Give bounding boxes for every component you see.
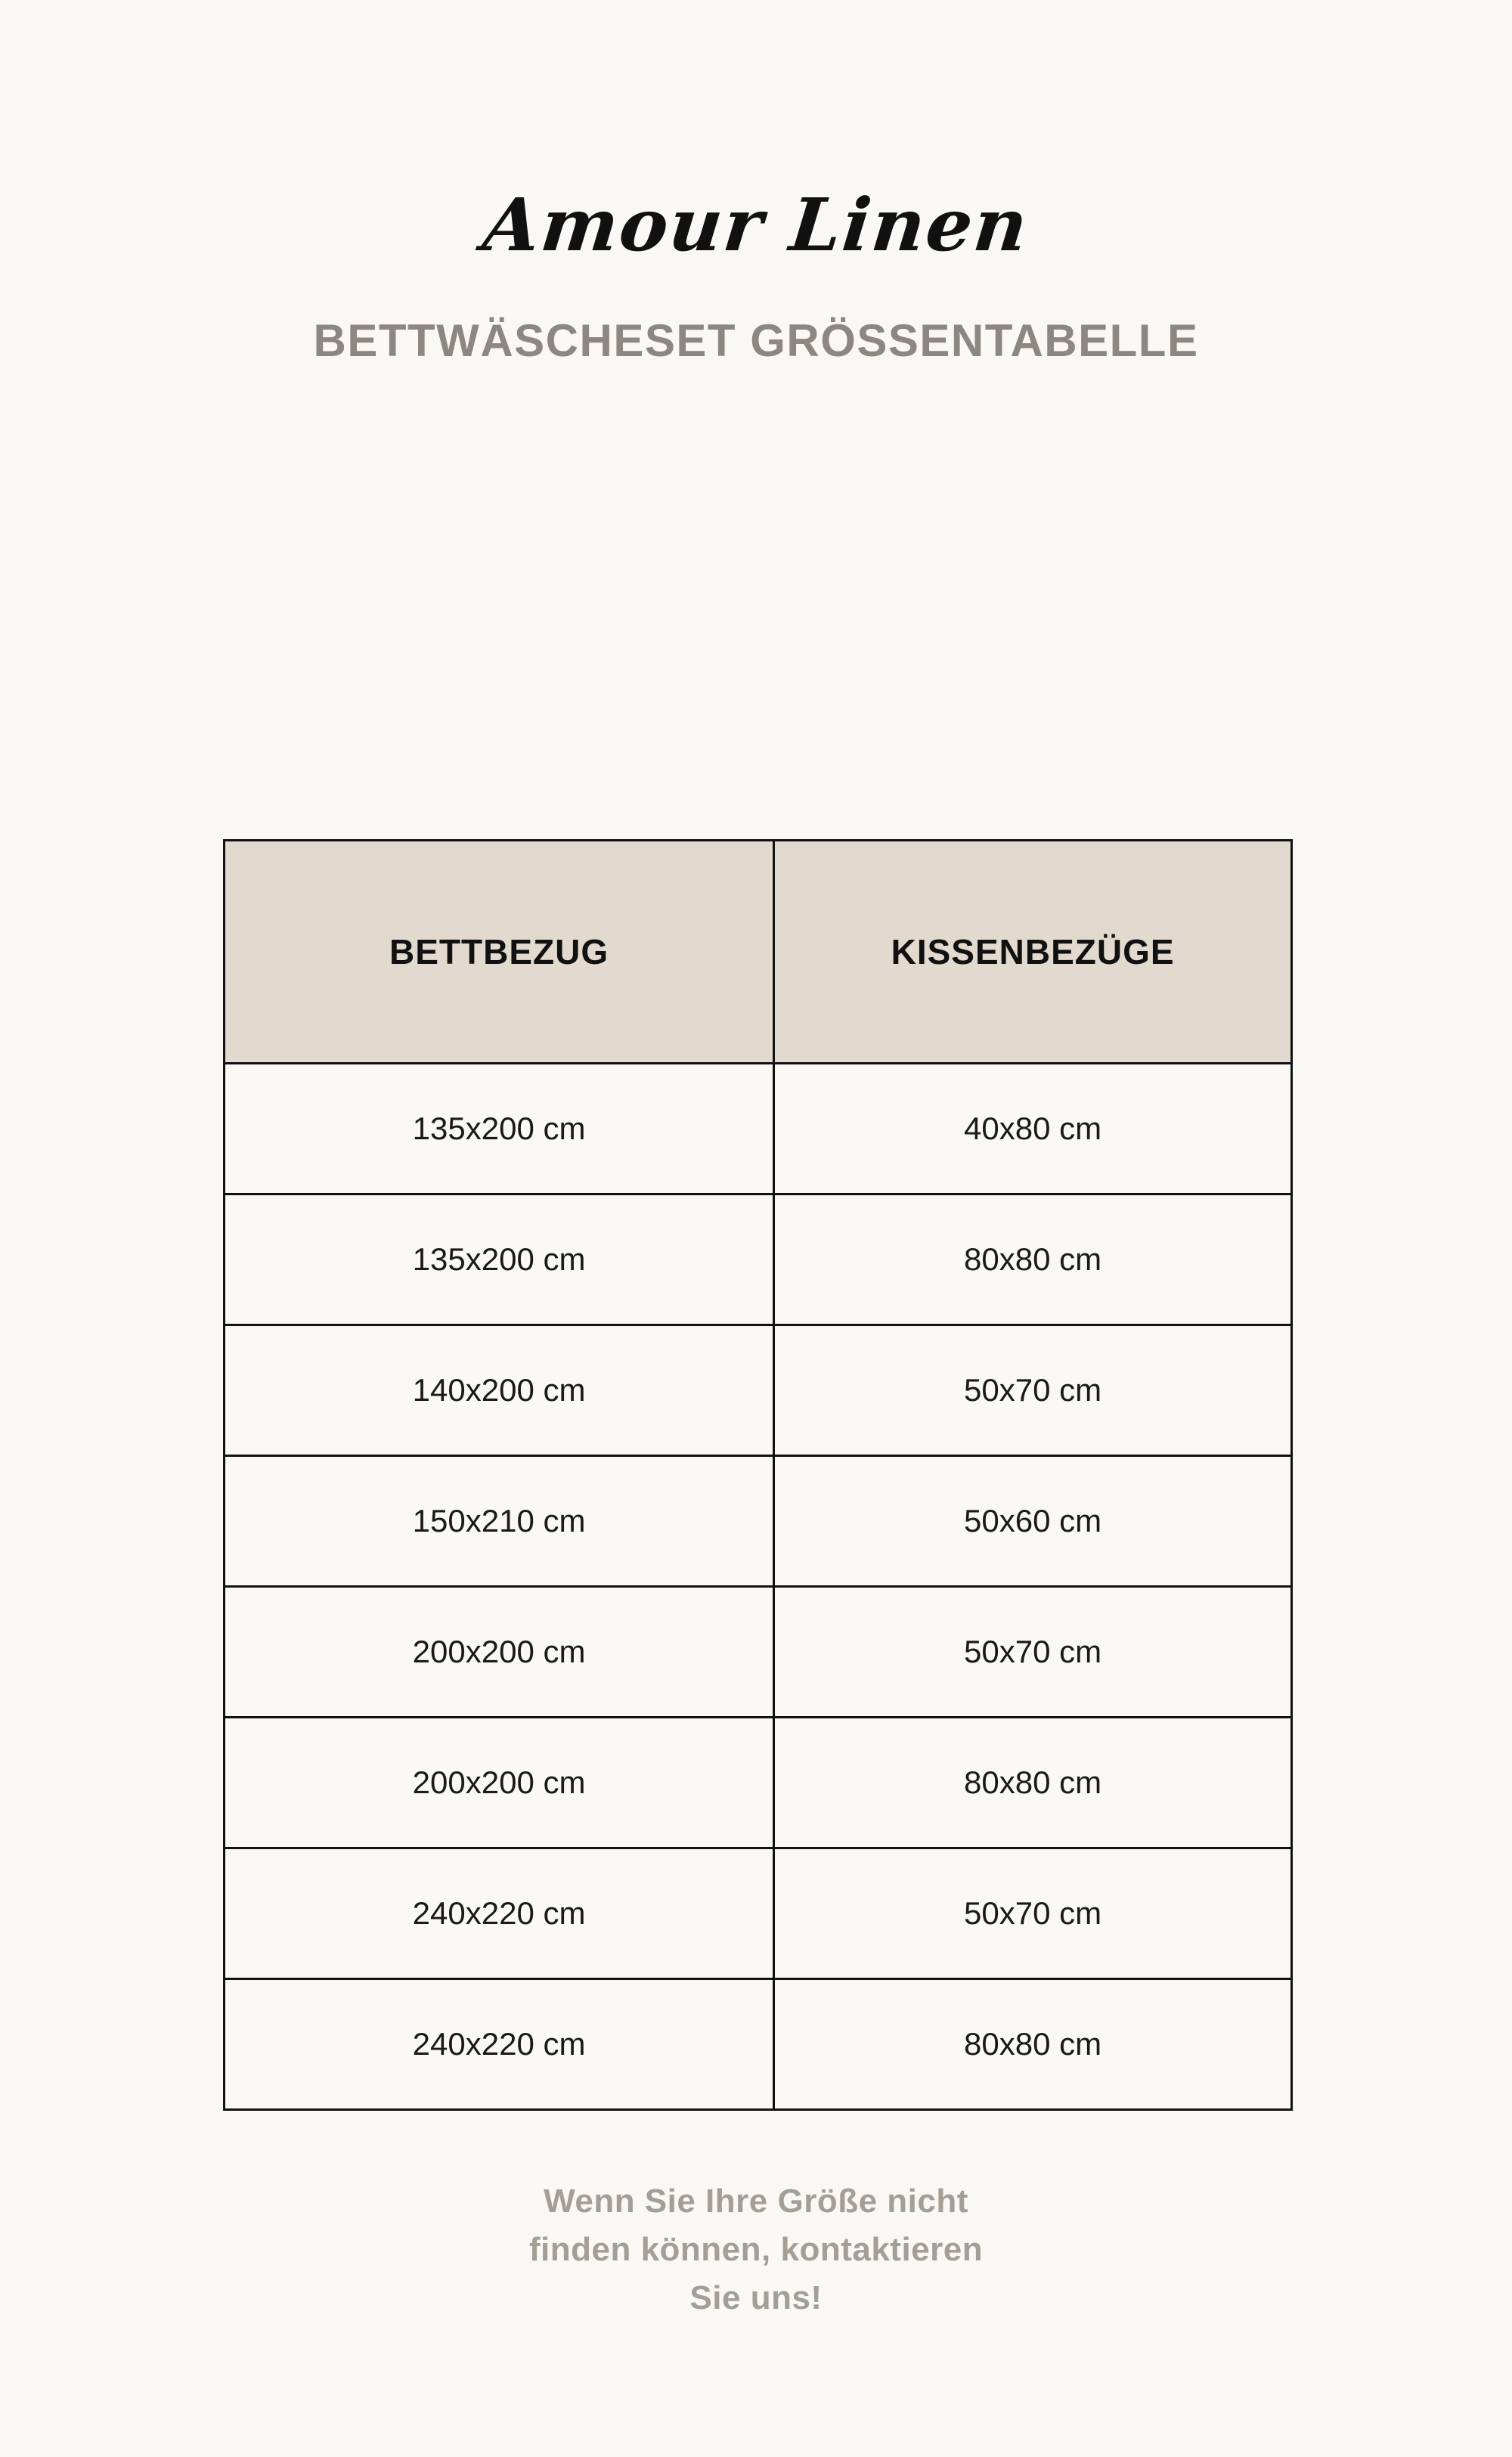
cell-pillow-size: 50x70 cm <box>774 1848 1292 1979</box>
cell-pillow-size: 50x60 cm <box>774 1456 1292 1587</box>
cell-duvet-size: 240x220 cm <box>225 1848 774 1979</box>
contact-note-line-1: Wenn Sie Ihre Größe nicht <box>544 2183 968 2220</box>
table-row <box>225 1064 1292 1194</box>
cell-pillow-size: 50x70 cm <box>774 1587 1292 1718</box>
cell-duvet-size: 135x200 cm <box>225 1194 774 1325</box>
table-header <box>225 841 1292 1064</box>
cell-duvet-size: 140x200 cm <box>225 1325 774 1456</box>
cell-duvet-size: 240x220 cm <box>225 1979 774 2110</box>
table-row <box>225 1979 1292 2110</box>
table-row <box>225 1194 1292 1325</box>
cell-pillow-size: 80x80 cm <box>774 1979 1292 2110</box>
table-row <box>225 1848 1292 1979</box>
contact-note-line-2: finden können, kontaktieren <box>528 2230 984 2268</box>
contact-note-line-3: Sie uns! <box>689 2279 823 2316</box>
page-title: BETTWÄSCHESET GRÖSSENTABELLE <box>313 315 1199 366</box>
table-row <box>225 1587 1292 1718</box>
contact-note <box>0 2177 1512 2322</box>
table-row <box>225 1456 1292 1587</box>
cell-duvet-size: 200x200 cm <box>225 1587 774 1718</box>
table-header-row <box>225 841 1292 1064</box>
cell-pillow-size: 80x80 cm <box>774 1194 1292 1325</box>
cell-pillow-size: 50x70 cm <box>774 1325 1292 1456</box>
table-body <box>225 1064 1292 2110</box>
cell-duvet-size: 150x210 cm <box>225 1456 774 1587</box>
table-row <box>225 1325 1292 1456</box>
size-table-container <box>223 839 1293 2111</box>
cell-duvet-size: 200x200 cm <box>225 1718 774 1848</box>
brand-logo: Amour Linen <box>479 182 1033 268</box>
cell-duvet-size: 135x200 cm <box>225 1064 774 1194</box>
size-chart-page <box>0 182 1512 2457</box>
size-table <box>223 839 1293 2111</box>
table-row <box>225 1718 1292 1848</box>
column-header-pillowcases: KISSENBEZÜGE <box>774 841 1292 1064</box>
column-header-duvet: BETTBEZUG <box>225 841 774 1064</box>
cell-pillow-size: 40x80 cm <box>774 1064 1292 1194</box>
cell-pillow-size: 80x80 cm <box>774 1718 1292 1848</box>
